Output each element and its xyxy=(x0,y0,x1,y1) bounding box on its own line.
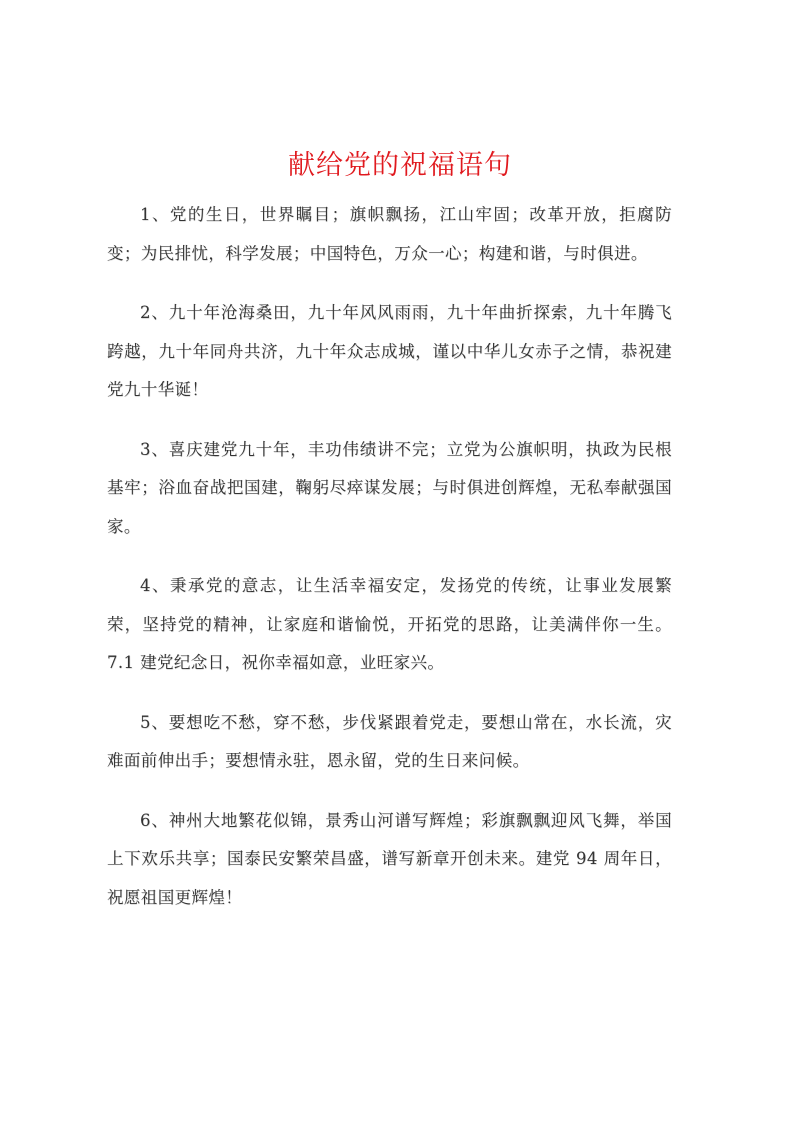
paragraph-6: 6、神州大地繁花似锦，景秀山河谱写辉煌；彩旗飘飘迎风飞舞，举国上下欢乐共享；国泰民安繁荣昌盛，谱写新章开创未来。建党 94 周年日，祝愿祖国更辉煌！ xyxy=(107,810,672,907)
paragraph-4: 4、秉承党的意志，让生活幸福安定，发扬党的传统，让事业发展繁荣，坚持党的精神，让家庭和谐愉悦，开拓党的思路，让美满伴你一生。7.1 建党纪念日，祝你幸福如意，业旺家兴。 xyxy=(107,576,672,672)
page-title: 献给党的祝福语句 xyxy=(288,150,512,181)
document-body xyxy=(107,196,672,938)
paragraph-1: 1、党的生日，世界瞩目；旗帜飘扬，江山牢固；改革开放，拒腐防变；为民排忧，科学发展；中国特色，万众一心；构建和谐，与时俱进。 xyxy=(107,205,672,263)
paragraph-5: 5、要想吃不愁，穿不愁，步伐紧跟着党走，要想山常在，水长流，灾难面前伸出手；要想情永驻，恩永留，党的生日来问候。 xyxy=(107,712,672,770)
paragraph-3: 3、喜庆建党九十年，丰功伟绩讲不完；立党为公旗帜明，执政为民根基牢；浴血奋战把国建，鞠躬尽瘁谋发展；与时俱进创辉煌，无私奉献强国家。 xyxy=(107,439,672,536)
paragraph-2: 2、九十年沧海桑田，九十年风风雨雨，九十年曲折探索，九十年腾飞跨越，九十年同舟共济，九十年众志成城，谨以中华儿女赤子之情，恭祝建党九十华诞！ xyxy=(107,303,672,399)
